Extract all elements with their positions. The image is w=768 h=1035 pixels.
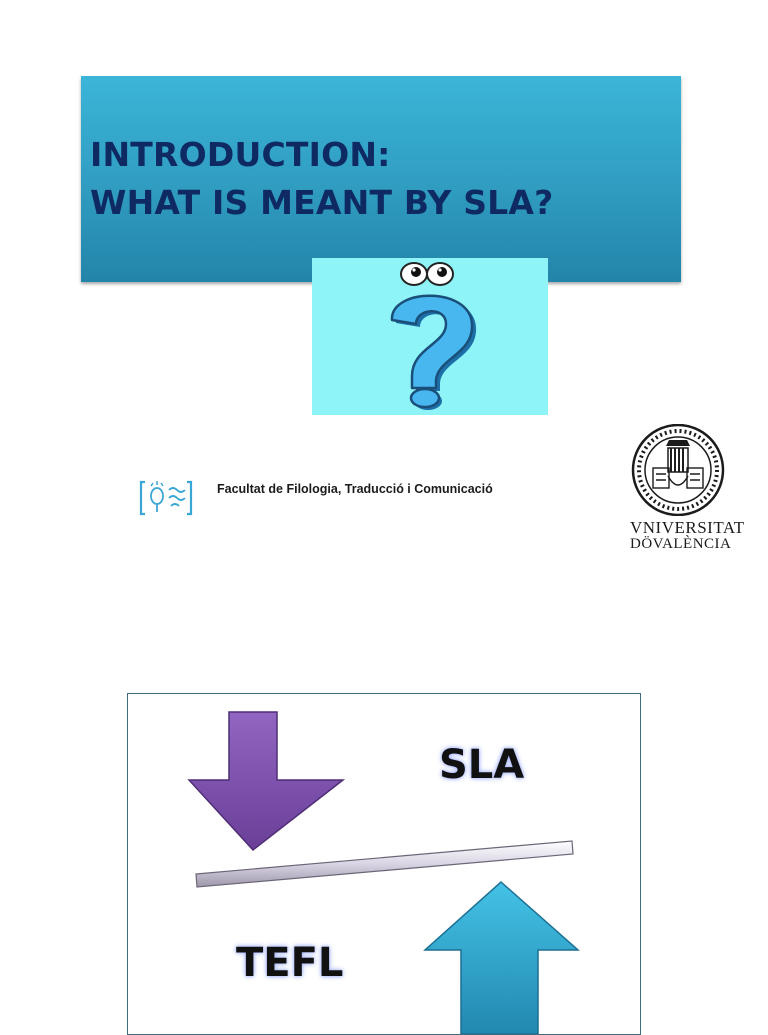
slide-title-line-1: INTRODUCTION:: [90, 135, 391, 174]
question-mark-with-eyes-icon: [312, 258, 548, 415]
faculty-name: Facultat de Filologia, Traducció i Comunicació: [217, 482, 493, 496]
slide-sla-tefl: [127, 693, 641, 1035]
slide-graphics: [128, 694, 640, 1034]
title-banner: [81, 76, 681, 282]
question-mark-picture: [312, 258, 548, 415]
tefl-label: TEFL: [236, 940, 344, 986]
sla-label: SLA: [439, 742, 525, 788]
university-name-line-2: DÖVALÈNCIA: [630, 536, 732, 552]
university-seal-icon: [628, 424, 728, 516]
faculty-logo-icon: [137, 478, 197, 518]
arrow-down-icon: [189, 712, 343, 850]
arrow-up-icon: [425, 882, 578, 1034]
slide-title-line-2: WHAT IS MEANT BY SLA?: [90, 183, 554, 222]
university-name-line-1: VNIVERSITAT: [630, 518, 745, 537]
